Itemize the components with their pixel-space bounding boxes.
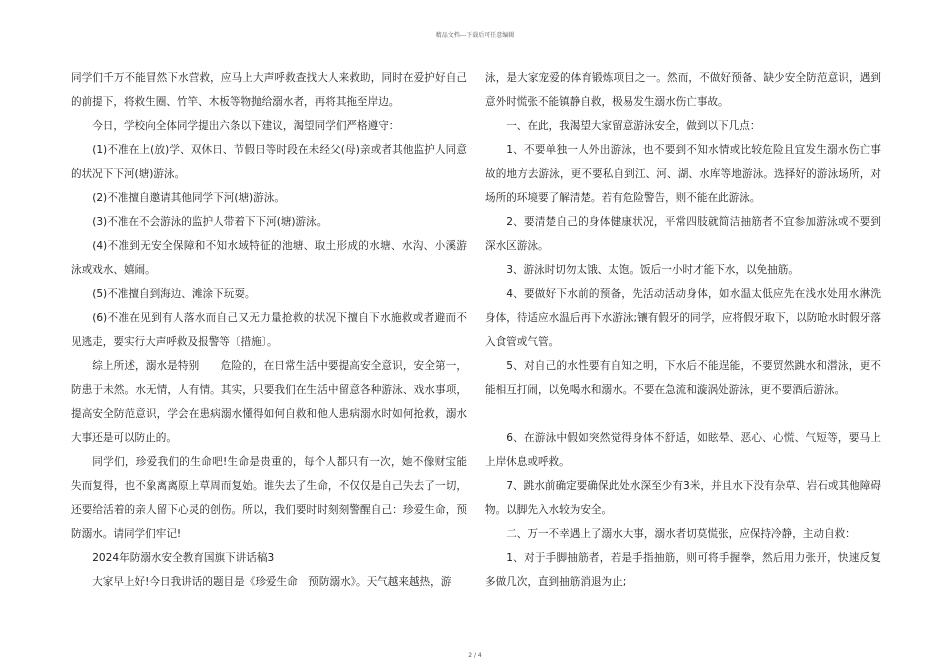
- paragraph-spacer: [485, 402, 881, 426]
- paragraph: 3、游泳时切勿太饿、太饱。饭后一小时才能下水，以免抽筋。: [506, 264, 799, 276]
- paragraph: (5)不准擅自到海边、滩涂下玩耍。: [92, 288, 256, 300]
- paragraph: 5、对自己的水性要有自知之明，下水后不能逞能，不要贸然跳水和潜泳，更不能相互打闹，以免喝水和溺水。不要在急流和漩涡处游泳，更不要酒后游泳。: [485, 360, 881, 396]
- paragraph: (6)不准在见到有人落水而自己又无力量抢救的状况下擅自下水施救或者避而不见逃走，要实行大声呼救及报警等〔措施〕。: [71, 312, 467, 348]
- left-column: [71, 66, 467, 594]
- paragraph: 1、对于手脚抽筋者，若是手指抽筋，则可将手握拳，然后用力张开，快速反复多做几次，直到抽筋消退为止;: [485, 552, 881, 588]
- paragraph: (3)不准在不会游泳的监护人带着下下河(塘)游泳。: [92, 216, 328, 228]
- paragraph: 同学们，珍爱我们的生命吧!生命是贵重的，每个人都只有一次，她不像财宝能失而复得，也不象离离原上草周而复始。谁失去了生命，不仅仅是自己失去了一切，还要给活着的亲人留下心灵的创伤。所以，我们要时时刻刻警醒自己：珍爱生命，预防溺水。请同学们牢记!: [71, 456, 467, 540]
- paragraph: 4、要做好下水前的预备，先活动活动身体，如水温太低应先在浅水处用水淋洗身体，待适应水温后再下水游泳;镶有假牙的同学，应将假牙取下，以防呛水时假牙落入食管或气管。: [485, 288, 881, 348]
- paragraph: 泳，是大家宠爱的体育锻炼项目之一。然而，不做好预备、缺少安全防范意识，遇到意外时慌张不能镇静自救，极易发生溺水伤亡事故。: [485, 72, 881, 108]
- paragraph: 7、跳水前确定要确保此处水深至少有3米，并且水下没有杂草、岩石或其他障碍物。以脚先入水较为安全。: [485, 480, 881, 516]
- paragraph: (1)不准在上(放)学、双休日、节假日等时段在未经父(母)亲或者其他监护人同意的状况下下河(塘)游泳。: [71, 144, 467, 180]
- page-number: 2 / 4: [468, 652, 482, 659]
- paragraph: 综上所述，溺水是特别 危险的，在日常生活中要提高安全意识，安全第一，防患于未然。水无情，人有情。其实，只要我们在生活中留意各种游泳、戏水事项，提高安全防范意识，学会在患病溺水懂得如何自救和他人患病溺水时如何抢救，溺水大事还是可以防止的。: [71, 360, 467, 444]
- paragraph: 6、在游泳中假如突然觉得身体不舒适，如眩晕、恶心、心慌、气短等，要马上上岸休息或呼救。: [485, 432, 881, 468]
- paragraph: 大家早上好!今日我讲话的题目是《珍爱生命 预防溺水》。天气越来越热，游: [92, 576, 452, 588]
- paragraph: (4)不准到无安全保障和不知水域特征的池塘、取土形成的水塘、水沟、小溪游泳或戏水、嬉闹。: [71, 240, 467, 276]
- paragraph: 二、万一不幸遇上了溺水大事，溺水者切莫慌张，应保持冷静，主动自救：: [506, 528, 856, 540]
- paragraph: 2、要清楚自己的身体健康状况，平常四肢就简洁抽筋者不宜参加游泳或不要到深水区游泳。: [485, 216, 881, 252]
- paragraph: 2024年防溺水安全教育国旗下讲话稿3: [92, 552, 275, 564]
- paragraph: 今日，学校向全体同学提出六条以下建议，渴望同学们严格遵守：: [92, 120, 400, 132]
- paragraph: 1、不要单独一人外出游泳，也不要到不知水情或比较危险且宜发生溺水伤亡事故的地方去游泳，更不要私自到江、河、湖、水库等地游泳。选择好的游泳场所，对场所的环境要了解清楚。若有危险警告，则不能在此游泳。: [485, 144, 881, 204]
- right-column: [485, 66, 881, 594]
- paragraph: (2)不准擅自邀请其他同学下河(塘)游泳。: [92, 192, 285, 204]
- page-header: 精品文档---下载后可任意编辑: [435, 32, 515, 39]
- paragraph: 一、在此，我渴望大家留意游泳安全，做到以下几点：: [506, 120, 761, 132]
- paragraph: 同学们千万不能冒然下水营救，应马上大声呼救查找大人来救助，同时在爱护好自己的前提下，将救生圈、竹竿、木板等物抛给溺水者，再将其拖至岸边。: [71, 72, 467, 108]
